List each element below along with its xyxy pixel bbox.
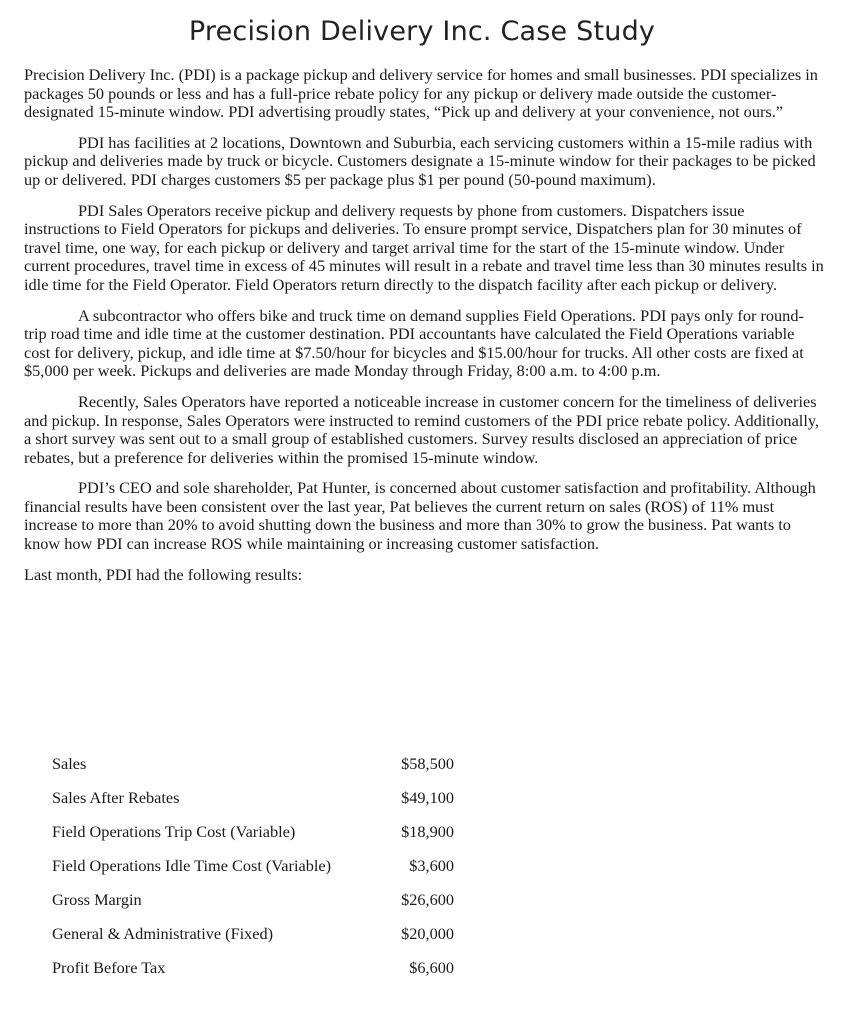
row-label: Gross Margin	[52, 890, 142, 909]
row-label: Sales After Rebates	[52, 788, 180, 807]
results-table	[52, 753, 454, 991]
table-row	[52, 889, 454, 923]
table-row	[52, 957, 454, 991]
paragraph-subcontractor: A subcontractor who offers bike and truck time on demand supplies Field Operations. PDI pays only for round-trip road time and idle time at the customer destination. PDI accountants have calculated the Field Operations variable cost for delivery, pickup, and idle time at $7.50/hour for bicycles and $15.00/hour for trucks. All other costs are fixed at $5,000 per week. Pickups and deliveries are made Monday through Friday, 8:00 a.m. to 4:00 p.m.	[24, 305, 804, 381]
paragraph-results-intro: Last month, PDI had the following results:	[24, 564, 303, 584]
paragraph-operations: PDI Sales Operators receive pickup and delivery requests by phone from customers. Dispatchers issue instructions to Field Operators for pickups and deliveries. To ensure prompt service, Dispatchers plan for 30 minutes of travel time, one way, for each pickup or delivery and target arrival time for the start of the 15-minute window. Under current procedures, travel time in excess of 45 minutes will result in a rebate and travel time less than 30 minutes results in idle time for the Field Operator. Field Operators return directly to the dispatch facility after each pickup or delivery.	[24, 200, 824, 294]
row-value: $58,500	[401, 754, 454, 773]
row-value: $6,600	[409, 958, 454, 977]
row-value: $49,100	[401, 788, 454, 807]
paragraph-ceo: PDI’s CEO and sole shareholder, Pat Hunter, is concerned about customer satisfaction and profitability. Although financial results have been consistent over the last year, Pat believes the current return on sales (ROS) of 11% must increase to more than 20% to avoid shutting down the business and more than 30% to grow the business. Pat wants to know how PDI can increase ROS while maintaining or increasing customer satisfaction.	[24, 478, 816, 554]
paragraph-customer-concern: Recently, Sales Operators have reported a noticeable increase in customer concern for the timeliness of deliveries and pickup. In response, Sales Operators were instructed to remind customers of the PDI price rebate policy. Additionally, a short survey was sent out to a small group of established customers. Survey results disclosed an appreciation of price rebates, but a preference for deliveries within the promised 15-minute window.	[24, 391, 819, 467]
paragraph-facilities: PDI has facilities at 2 locations, Downtown and Suburbia, each servicing customers within a 15-mile radius with pickup and deliveries made by truck or bicycle. Customers designate a 15-minute window for their packages to be picked up or delivered. PDI charges customers $5 per package plus $1 per pound (50-pound maximum).	[24, 132, 816, 189]
row-label: Field Operations Trip Cost (Variable)	[52, 822, 296, 841]
row-value: $18,900	[401, 822, 454, 841]
row-value: $26,600	[401, 890, 454, 909]
table-row	[52, 753, 454, 787]
table-row	[52, 923, 454, 957]
row-label: General & Administrative (Fixed)	[52, 924, 274, 943]
paragraph-intro: Precision Delivery Inc. (PDI) is a package pickup and delivery service for homes and small businesses. PDI specializes in packages 50 pounds or less and has a full-price rebate policy for any pickup or delivery made outside the customer-designated 15-minute window. PDI advertising proudly states, “Pick up and delivery at your convenience, not ours.”	[24, 65, 818, 122]
table-row	[52, 855, 454, 889]
row-label: Sales	[52, 754, 87, 773]
row-value: $20,000	[401, 924, 454, 943]
table-row	[52, 787, 454, 821]
page-title: Precision Delivery Inc. Case Study	[188, 16, 656, 47]
row-value: $3,600	[409, 856, 454, 875]
row-label: Profit Before Tax	[52, 958, 166, 977]
document-body	[24, 66, 824, 596]
row-label: Field Operations Idle Time Cost (Variable)	[52, 856, 332, 875]
table-row	[52, 821, 454, 855]
